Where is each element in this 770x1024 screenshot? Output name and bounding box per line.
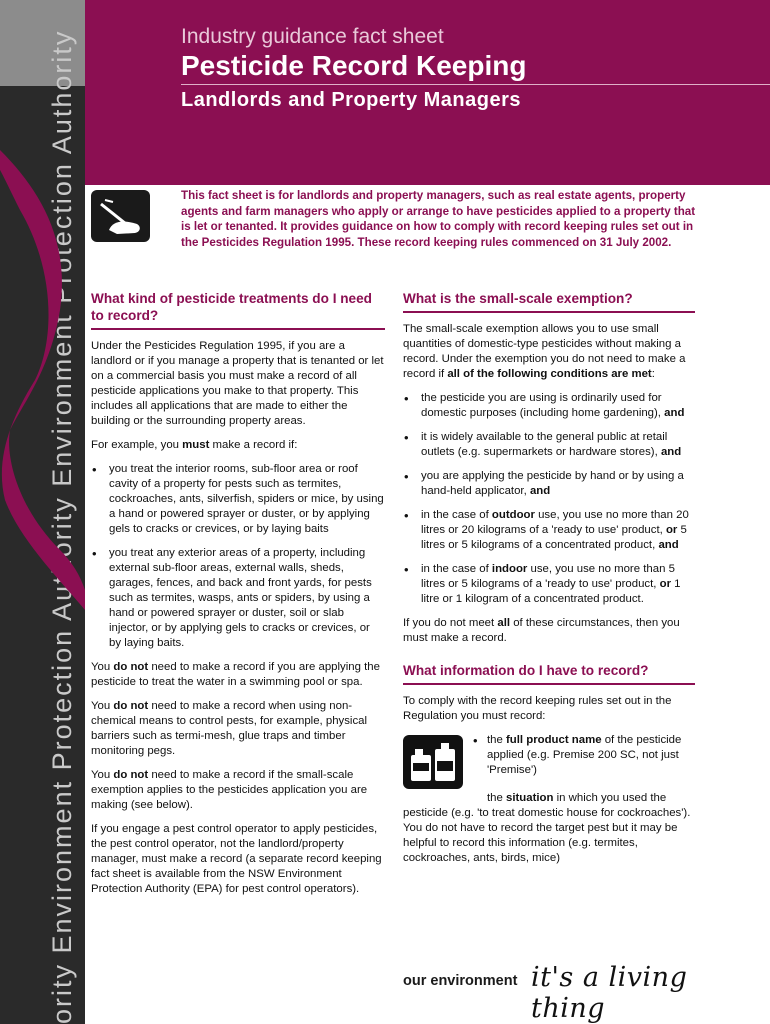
- exemption-paragraph: The small-scale exemption allows you to use small quantities of domestic-type pesticides without making a record. Under the exemption you do not need to make a record if all of the following conditions are met:: [403, 323, 686, 380]
- hand-spray-icon: [91, 190, 150, 242]
- living-thing-tagline: it's a living thing: [531, 962, 688, 1024]
- information-heading: What information do I have to record?: [403, 662, 695, 685]
- exemption-conclusion: If you do not meet all of these circumstances, then you must make a record.: [403, 617, 680, 644]
- our-environment-text: our environment: [403, 973, 518, 989]
- list-item: • you treat the interior rooms, sub-floor area or roof cavity of a property for pests such as termites, cockroaches, ants, silverfish, spiders or mice, by using a hand or powered sprayer or duster, or by applying gels to cracks or crevices, or by laying baits: [91, 462, 385, 537]
- product-name-row: [403, 733, 695, 791]
- list-item: • you treat any exterior areas of a property, including external sub-floor areas, external walls, sheds, garages, fences, and back and front yards, for pests such as termites, wasps, ants or spiders, by using a hand or powered sprayer or duster, soil or slab injector, or by applying gels to cracks or crevices, or by laying baits.: [91, 546, 385, 651]
- page-subtitle: Landlords and Property Managers: [181, 89, 522, 111]
- title-rule: [181, 84, 770, 85]
- left-paragraph-4: You do not need to make a record when using non-chemical means to control pests, for example, physical barriers such as termi-mesh, glue traps and timber monitoring pegs.: [91, 700, 368, 757]
- left-paragraph-6: If you engage a pest control operator to apply pesticides, the pest control operator, not the landlord/property manager, must make a record (a separate record keeping fact sheet is available from the NSW Environment Protection Authority (EPA) for pest control operators).: [91, 823, 382, 895]
- left-paragraph-3: You do not need to make a record if you are applying the pesticide to treat the water in a swimming pool or spa.: [91, 661, 380, 688]
- left-heading: What kind of pesticide treatments do I need to record?: [91, 290, 385, 330]
- information-paragraph: To comply with the record keeping rules set out in the Regulation you must record:: [403, 695, 672, 722]
- series-title: Industry guidance fact sheet: [181, 25, 444, 48]
- footer-slogan: [403, 962, 703, 1024]
- left-paragraph-1: Under the Pesticides Regulation 1995, if you are a landlord or if you manage a property that is tenanted or let on a commercial basis you must make a record of all pesticide applications you make to that property. This includes all applications that are made to either the building or the surrounding property areas.: [91, 340, 384, 427]
- full-product-name-item: • the full product name of the pesticide applied (e.g. Premise 200 SC, not just 'Premise'): [403, 733, 695, 778]
- left-paragraph-5: You do not need to make a record if the small-scale exemption applies to the pesticides application you are making (see below).: [91, 769, 368, 811]
- swoosh-graphic: [0, 130, 85, 630]
- left-paragraph-2: For example, you must make a record if:: [91, 439, 298, 451]
- sidebar-authority-text: ority Environment Protection Authority Environment Protection Authority: [47, 29, 77, 1024]
- list-item: • the pesticide you are using is ordinarily used for domestic purposes (including home gardening), and: [403, 391, 695, 421]
- exemption-heading: What is the small-scale exemption?: [403, 290, 695, 313]
- exemption-conditions-list: [403, 391, 695, 607]
- page-title: Pesticide Record Keeping: [181, 50, 527, 81]
- intro-paragraph: This fact sheet is for landlords and property managers, such as real estate agents, property agents and farm managers who apply or arrange to have pesticides applied to a property that is let or tenanted. It provides guidance on how to comply with record keeping rules set out in the Pesticides Regulation 1995. These record keeping rules commenced on 31 July 2002.: [181, 189, 696, 249]
- list-item: • it is widely available to the general public at retail outlets (e.g. supermarkets or hardware stores), and: [403, 430, 695, 460]
- situation-item: the situation in which you used the pesticide (e.g. 'to treat domestic house for cockroaches'). You do not have to record the target pest but it may be helpful to record this information (e.g. termites, cockroaches, ants, birds, mice): [403, 792, 691, 864]
- left-bullet-list: [91, 462, 385, 651]
- list-item: • in the case of outdoor use, you use no more than 20 litres or 20 kilograms of a 'ready to use' product, or 5 litres or 5 kilograms of a concentrated product, and: [403, 508, 695, 553]
- sidebar: [0, 0, 85, 1024]
- left-column: [91, 290, 385, 906]
- list-item: • you are applying the pesticide by hand or by using a hand-held applicator, and: [403, 469, 695, 499]
- right-column: [403, 290, 695, 866]
- list-item: • in the case of indoor use, you use no more than 5 litres or 5 kilograms of a 'ready to use' product, or 1 litre or 1 kilogram of a concentrated product.: [403, 562, 695, 607]
